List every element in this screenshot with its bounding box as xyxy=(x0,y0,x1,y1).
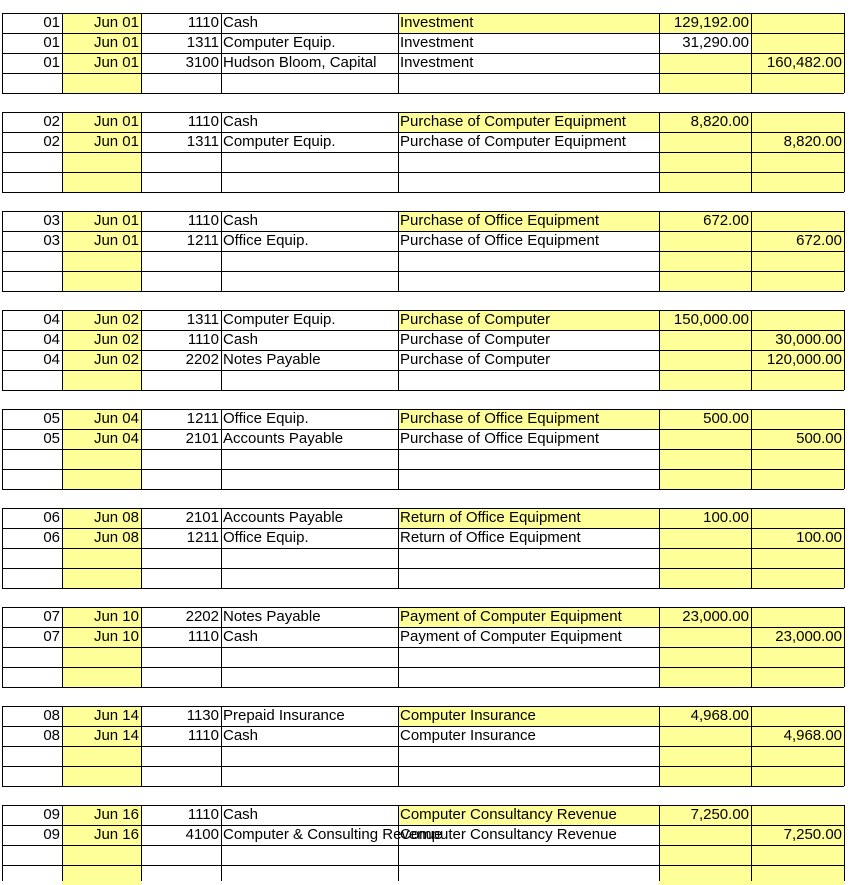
credit-cell[interactable]: 23,000.00 xyxy=(751,627,844,647)
date-cell[interactable]: Jun 04 xyxy=(62,409,141,429)
entry-number-cell[interactable] xyxy=(2,449,62,469)
debit-cell[interactable]: 500.00 xyxy=(659,409,751,429)
debit-cell[interactable] xyxy=(659,766,751,786)
account-name-cell[interactable]: Office Equip. xyxy=(223,529,309,546)
journal-line xyxy=(0,112,850,132)
date-cell[interactable]: Jun 04 xyxy=(62,429,141,449)
description-cell[interactable]: Computer Insurance xyxy=(398,706,659,726)
credit-cell[interactable] xyxy=(751,172,844,192)
debit-cell[interactable]: 4,968.00 xyxy=(659,706,751,726)
account-number-cell[interactable] xyxy=(141,152,221,172)
journal-line xyxy=(0,13,850,33)
debit-cell[interactable] xyxy=(659,152,751,172)
debit-cell[interactable] xyxy=(659,271,751,291)
journal-line xyxy=(0,805,850,825)
credit-cell[interactable]: 100.00 xyxy=(751,528,844,548)
entry-number-cell[interactable] xyxy=(2,766,62,786)
account-name-cell[interactable]: Cash xyxy=(223,14,259,31)
credit-cell[interactable] xyxy=(751,152,844,172)
credit-cell[interactable] xyxy=(751,409,844,429)
credit-cell[interactable] xyxy=(751,568,844,588)
journal-line xyxy=(0,845,850,865)
debit-cell[interactable] xyxy=(659,548,751,568)
journal-line xyxy=(0,469,850,489)
date-cell[interactable]: Jun 10 xyxy=(62,607,141,627)
debit-cell[interactable]: 100.00 xyxy=(659,508,751,528)
debit-cell[interactable]: 7,250.00 xyxy=(659,805,751,825)
credit-cell[interactable] xyxy=(751,73,844,93)
journal-line xyxy=(0,766,850,786)
journal-line xyxy=(0,73,850,93)
credit-cell[interactable] xyxy=(751,647,844,667)
date-cell[interactable] xyxy=(62,73,141,93)
entry-number-cell[interactable] xyxy=(2,845,62,865)
credit-cell[interactable]: 30,000.00 xyxy=(751,330,844,350)
account-name-cell[interactable]: Cash xyxy=(223,113,259,130)
account-name-cell[interactable]: Office Equip. xyxy=(223,410,309,427)
date-cell[interactable] xyxy=(62,172,141,192)
credit-cell[interactable]: 500.00 xyxy=(751,429,844,449)
debit-cell[interactable]: 150,000.00 xyxy=(659,310,751,330)
account-name-cell[interactable]: Office Equip. xyxy=(223,232,309,249)
description-cell[interactable]: Purchase of Office Equipment xyxy=(400,430,599,447)
entry-number-cell[interactable]: 02 xyxy=(43,133,60,150)
entry-number-cell[interactable]: 04 xyxy=(43,351,60,368)
journal-line xyxy=(0,607,850,627)
description-cell[interactable] xyxy=(398,647,659,667)
journal-line xyxy=(0,330,850,350)
credit-cell[interactable] xyxy=(751,469,844,489)
journal-line xyxy=(0,706,850,726)
description-cell[interactable]: Computer Insurance xyxy=(400,727,536,744)
account-number-cell[interactable] xyxy=(141,845,221,865)
account-number-cell[interactable]: 1110 xyxy=(187,212,219,229)
date-cell[interactable] xyxy=(62,271,141,291)
debit-cell[interactable] xyxy=(659,647,751,667)
entry-number-cell[interactable]: 02 xyxy=(43,113,60,130)
account-number-cell[interactable] xyxy=(141,548,221,568)
debit-cell[interactable] xyxy=(659,746,751,766)
description-cell[interactable]: Investment xyxy=(398,13,659,33)
account-number-cell[interactable]: 2101 xyxy=(185,430,219,447)
debit-cell[interactable] xyxy=(659,172,751,192)
debit-cell[interactable]: 8,820.00 xyxy=(659,112,751,132)
journal-line xyxy=(0,449,850,469)
entry-number-cell[interactable] xyxy=(2,647,62,667)
account-name-cell[interactable] xyxy=(221,271,398,291)
entry-number-cell[interactable] xyxy=(2,746,62,766)
journal-line xyxy=(0,429,850,449)
credit-cell[interactable]: 7,250.00 xyxy=(751,825,844,845)
account-name-cell[interactable]: Notes Payable xyxy=(223,351,321,368)
credit-cell[interactable]: 120,000.00 xyxy=(751,350,844,370)
date-cell[interactable]: Jun 01 xyxy=(62,112,141,132)
account-name-cell[interactable] xyxy=(221,469,398,489)
account-number-cell[interactable]: 1110 xyxy=(187,628,219,645)
description-cell[interactable] xyxy=(398,865,659,885)
debit-cell[interactable] xyxy=(659,528,751,548)
date-cell[interactable] xyxy=(62,845,141,865)
debit-cell[interactable] xyxy=(659,825,751,845)
date-cell[interactable] xyxy=(62,746,141,766)
account-number-cell[interactable]: 1211 xyxy=(186,529,219,546)
entry-number-cell[interactable]: 04 xyxy=(43,331,60,348)
entry-number-cell[interactable]: 06 xyxy=(43,509,60,526)
date-cell[interactable]: Jun 02 xyxy=(62,330,141,350)
account-name-cell[interactable] xyxy=(221,667,398,687)
account-number-cell[interactable]: 1211 xyxy=(186,232,219,249)
journal-line xyxy=(0,231,850,251)
account-name-cell[interactable] xyxy=(221,449,398,469)
journal-line xyxy=(0,172,850,192)
entry-number-cell[interactable]: 09 xyxy=(43,826,60,843)
account-name-cell[interactable] xyxy=(221,152,398,172)
date-cell[interactable]: Jun 08 xyxy=(62,528,141,548)
account-name-cell[interactable]: Accounts Payable xyxy=(223,509,344,526)
journal-line xyxy=(0,568,850,588)
account-name-cell[interactable] xyxy=(221,766,398,786)
account-name-cell[interactable] xyxy=(221,548,398,568)
account-name-cell[interactable]: Prepaid Insurance xyxy=(223,707,345,724)
account-name-cell[interactable]: Computer Equip. xyxy=(223,133,336,150)
credit-cell[interactable] xyxy=(751,112,844,132)
entry-number-cell[interactable] xyxy=(2,370,62,390)
description-cell[interactable] xyxy=(398,370,659,390)
credit-cell[interactable] xyxy=(751,548,844,568)
account-number-cell[interactable] xyxy=(141,667,221,687)
description-cell[interactable]: Purchase of Office Equipment xyxy=(400,232,599,249)
account-number-cell[interactable] xyxy=(141,73,221,93)
journal-line xyxy=(0,251,850,271)
account-number-cell[interactable]: 2202 xyxy=(185,351,219,368)
credit-cell[interactable] xyxy=(751,271,844,291)
journal-line xyxy=(0,865,850,885)
account-name-cell[interactable]: Cash xyxy=(223,628,259,645)
account-name-cell[interactable]: Cash xyxy=(223,806,259,823)
journal-line xyxy=(0,825,850,845)
account-name-cell[interactable]: Cash xyxy=(223,727,259,744)
debit-cell[interactable] xyxy=(659,251,751,271)
entry-number-cell[interactable]: 05 xyxy=(43,410,60,427)
account-number-cell[interactable]: 1110 xyxy=(187,113,219,130)
entry-number-cell[interactable]: 08 xyxy=(43,727,60,744)
account-name-cell[interactable]: Computer & Consulting Revenue xyxy=(223,826,443,843)
debit-cell[interactable] xyxy=(659,845,751,865)
date-cell[interactable]: Jun 01 xyxy=(62,53,141,73)
account-number-cell[interactable]: 1110 xyxy=(187,331,219,348)
date-cell[interactable] xyxy=(62,449,141,469)
description-cell[interactable]: Payment of Computer Equipment xyxy=(398,607,659,627)
account-number-cell[interactable] xyxy=(141,865,221,885)
entry-number-cell[interactable]: 01 xyxy=(43,54,60,71)
credit-cell[interactable] xyxy=(751,667,844,687)
account-name-cell[interactable]: Computer Equip. xyxy=(223,311,336,328)
credit-cell[interactable]: 672.00 xyxy=(751,231,844,251)
account-number-cell[interactable] xyxy=(141,647,221,667)
entry-number-cell[interactable]: 07 xyxy=(43,628,60,645)
credit-cell[interactable] xyxy=(751,706,844,726)
journal-line xyxy=(0,152,850,172)
date-cell[interactable] xyxy=(62,152,141,172)
account-number-cell[interactable] xyxy=(141,370,221,390)
account-number-cell[interactable]: 4100 xyxy=(185,826,219,843)
description-cell[interactable]: Purchase of Computer xyxy=(398,310,659,330)
account-number-cell[interactable] xyxy=(141,469,221,489)
journal-line xyxy=(0,271,850,291)
entry-number-cell[interactable]: 05 xyxy=(43,430,60,447)
debit-cell[interactable] xyxy=(659,429,751,449)
account-name-cell[interactable] xyxy=(221,172,398,192)
journal-line xyxy=(0,350,850,370)
debit-cell[interactable] xyxy=(659,132,751,152)
description-cell[interactable]: Computer Consultancy Revenue xyxy=(398,805,659,825)
entry-number-cell[interactable]: 09 xyxy=(43,806,60,823)
date-cell[interactable] xyxy=(62,548,141,568)
description-cell[interactable] xyxy=(398,469,659,489)
entry-number-cell[interactable] xyxy=(2,152,62,172)
debit-cell[interactable] xyxy=(659,53,751,73)
credit-cell[interactable] xyxy=(751,607,844,627)
date-cell[interactable]: Jun 01 xyxy=(62,211,141,231)
date-cell[interactable]: Jun 02 xyxy=(62,350,141,370)
entry-number-cell[interactable] xyxy=(2,271,62,291)
journal-line xyxy=(0,726,850,746)
credit-cell[interactable]: 8,820.00 xyxy=(751,132,844,152)
account-name-cell[interactable] xyxy=(221,370,398,390)
description-cell[interactable] xyxy=(398,152,659,172)
entry-number-cell[interactable] xyxy=(2,172,62,192)
description-cell[interactable] xyxy=(398,251,659,271)
journal-line xyxy=(0,528,850,548)
journal-line xyxy=(0,746,850,766)
description-cell[interactable]: Payment of Computer Equipment xyxy=(400,628,622,645)
entry-number-cell[interactable]: 01 xyxy=(43,34,60,51)
date-cell[interactable]: Jun 02 xyxy=(62,310,141,330)
credit-cell[interactable] xyxy=(751,449,844,469)
date-cell[interactable]: Jun 01 xyxy=(62,33,141,53)
account-name-cell[interactable]: Accounts Payable xyxy=(223,430,344,447)
credit-cell[interactable] xyxy=(751,865,844,885)
date-cell[interactable] xyxy=(62,647,141,667)
debit-cell[interactable] xyxy=(659,73,751,93)
account-number-cell[interactable] xyxy=(141,251,221,271)
debit-cell[interactable] xyxy=(659,469,751,489)
description-cell[interactable] xyxy=(398,746,659,766)
credit-cell[interactable] xyxy=(751,805,844,825)
journal-line xyxy=(0,33,850,53)
date-cell[interactable]: Jun 14 xyxy=(62,706,141,726)
account-name-cell[interactable]: Notes Payable xyxy=(223,608,321,625)
description-cell[interactable] xyxy=(398,845,659,865)
account-number-cell[interactable]: 1211 xyxy=(186,410,219,427)
journal-line xyxy=(0,132,850,152)
credit-cell[interactable] xyxy=(751,845,844,865)
debit-cell[interactable] xyxy=(659,865,751,885)
journal-line xyxy=(0,310,850,330)
journal-line xyxy=(0,508,850,528)
description-cell[interactable]: Purchase of Office Equipment xyxy=(398,211,659,231)
account-number-cell[interactable] xyxy=(141,568,221,588)
debit-cell[interactable]: 23,000.00 xyxy=(659,607,751,627)
account-name-cell[interactable] xyxy=(221,746,398,766)
description-cell[interactable]: Purchase of Office Equipment xyxy=(398,409,659,429)
debit-cell[interactable] xyxy=(659,231,751,251)
debit-cell[interactable] xyxy=(659,627,751,647)
description-cell[interactable]: Return of Office Equipment xyxy=(398,508,659,528)
debit-cell[interactable] xyxy=(659,568,751,588)
description-cell[interactable] xyxy=(398,568,659,588)
account-number-cell[interactable]: 2101 xyxy=(185,509,219,526)
account-number-cell[interactable]: 1110 xyxy=(187,806,219,823)
entry-number-cell[interactable]: 03 xyxy=(43,212,60,229)
credit-cell[interactable] xyxy=(751,370,844,390)
account-number-cell[interactable]: 2202 xyxy=(185,608,219,625)
account-number-cell[interactable]: 1130 xyxy=(186,707,219,724)
description-cell[interactable]: Computer Consultancy Revenue xyxy=(400,826,617,843)
date-cell[interactable] xyxy=(62,568,141,588)
entry-number-cell[interactable]: 06 xyxy=(43,529,60,546)
journal-line xyxy=(0,667,850,687)
credit-cell[interactable] xyxy=(751,13,844,33)
date-cell[interactable]: Jun 01 xyxy=(62,13,141,33)
journal-line xyxy=(0,53,850,73)
description-cell[interactable] xyxy=(398,667,659,687)
credit-cell[interactable] xyxy=(751,746,844,766)
entry-number-cell[interactable] xyxy=(2,548,62,568)
account-number-cell[interactable]: 1110 xyxy=(187,14,219,31)
description-cell[interactable] xyxy=(398,73,659,93)
entry-number-cell[interactable] xyxy=(2,667,62,687)
credit-cell[interactable] xyxy=(751,508,844,528)
entry-number-cell[interactable] xyxy=(2,73,62,93)
account-number-cell[interactable]: 1311 xyxy=(186,311,219,328)
date-cell[interactable]: Jun 16 xyxy=(62,825,141,845)
debit-cell[interactable] xyxy=(659,667,751,687)
credit-cell[interactable]: 160,482.00 xyxy=(751,53,844,73)
credit-cell[interactable] xyxy=(751,211,844,231)
account-number-cell[interactable] xyxy=(141,746,221,766)
account-name-cell[interactable] xyxy=(221,845,398,865)
account-name-cell[interactable] xyxy=(221,568,398,588)
account-name-cell[interactable]: Cash xyxy=(223,331,259,348)
description-cell[interactable]: Investment xyxy=(400,34,474,51)
journal-line xyxy=(0,548,850,568)
date-cell[interactable]: Jun 10 xyxy=(62,627,141,647)
debit-cell[interactable] xyxy=(659,370,751,390)
account-name-cell[interactable] xyxy=(221,251,398,271)
date-cell[interactable]: Jun 01 xyxy=(62,231,141,251)
journal-line xyxy=(0,627,850,647)
account-number-cell[interactable] xyxy=(141,449,221,469)
date-cell[interactable]: Jun 16 xyxy=(62,805,141,825)
entry-number-cell[interactable] xyxy=(2,865,62,885)
credit-cell[interactable] xyxy=(751,33,844,53)
account-name-cell[interactable] xyxy=(221,73,398,93)
date-cell[interactable] xyxy=(62,865,141,885)
debit-cell[interactable]: 31,290.00 xyxy=(682,34,749,51)
account-number-cell[interactable]: 3100 xyxy=(185,54,219,71)
description-cell[interactable] xyxy=(398,766,659,786)
credit-cell[interactable]: 4,968.00 xyxy=(751,726,844,746)
description-cell[interactable] xyxy=(398,271,659,291)
description-cell[interactable]: Purchase of Computer xyxy=(400,331,551,348)
debit-cell[interactable]: 672.00 xyxy=(659,211,751,231)
account-name-cell[interactable] xyxy=(221,865,398,885)
description-cell[interactable]: Purchase of Computer xyxy=(400,351,551,368)
date-cell[interactable]: Jun 14 xyxy=(62,726,141,746)
description-cell[interactable]: Purchase of Computer Equipment xyxy=(400,133,626,150)
date-cell[interactable]: Jun 01 xyxy=(62,132,141,152)
account-number-cell[interactable]: 1311 xyxy=(186,34,219,51)
entry-number-cell[interactable]: 03 xyxy=(43,232,60,249)
journal-line xyxy=(0,647,850,667)
description-cell[interactable] xyxy=(398,548,659,568)
account-number-cell[interactable] xyxy=(141,172,221,192)
date-cell[interactable] xyxy=(62,251,141,271)
account-number-cell[interactable] xyxy=(141,766,221,786)
date-cell[interactable] xyxy=(62,667,141,687)
account-name-cell[interactable] xyxy=(221,647,398,667)
entry-number-cell[interactable] xyxy=(2,469,62,489)
debit-cell[interactable] xyxy=(659,449,751,469)
description-cell[interactable]: Purchase of Computer Equipment xyxy=(398,112,659,132)
entry-number-cell[interactable]: 04 xyxy=(43,311,60,328)
journal-line xyxy=(0,211,850,231)
account-number-cell[interactable]: 1311 xyxy=(186,133,219,150)
debit-cell[interactable]: 129,192.00 xyxy=(659,13,751,33)
account-number-cell[interactable] xyxy=(141,271,221,291)
date-cell[interactable] xyxy=(62,766,141,786)
entry-number-cell[interactable] xyxy=(2,251,62,271)
entry-number-cell[interactable] xyxy=(2,568,62,588)
credit-cell[interactable] xyxy=(751,251,844,271)
date-cell[interactable]: Jun 08 xyxy=(62,508,141,528)
description-cell[interactable] xyxy=(398,449,659,469)
entry-number-cell[interactable]: 07 xyxy=(43,608,60,625)
debit-cell[interactable] xyxy=(659,350,751,370)
date-cell[interactable] xyxy=(62,469,141,489)
account-number-cell[interactable]: 1110 xyxy=(187,727,219,744)
credit-cell[interactable] xyxy=(751,310,844,330)
entry-number-cell[interactable]: 01 xyxy=(43,14,60,31)
description-cell[interactable] xyxy=(398,172,659,192)
journal-line xyxy=(0,370,850,390)
journal-line xyxy=(0,409,850,429)
debit-cell[interactable] xyxy=(659,330,751,350)
credit-cell[interactable] xyxy=(751,766,844,786)
date-cell[interactable] xyxy=(62,370,141,390)
account-name-cell[interactable]: Hudson Bloom, Capital xyxy=(223,54,377,71)
description-cell[interactable]: Return of Office Equipment xyxy=(400,529,581,546)
account-name-cell[interactable]: Cash xyxy=(223,212,259,229)
account-name-cell[interactable]: Computer Equip. xyxy=(223,34,336,51)
entry-number-cell[interactable]: 08 xyxy=(43,707,60,724)
description-cell[interactable]: Investment xyxy=(400,54,474,71)
debit-cell[interactable] xyxy=(659,726,751,746)
